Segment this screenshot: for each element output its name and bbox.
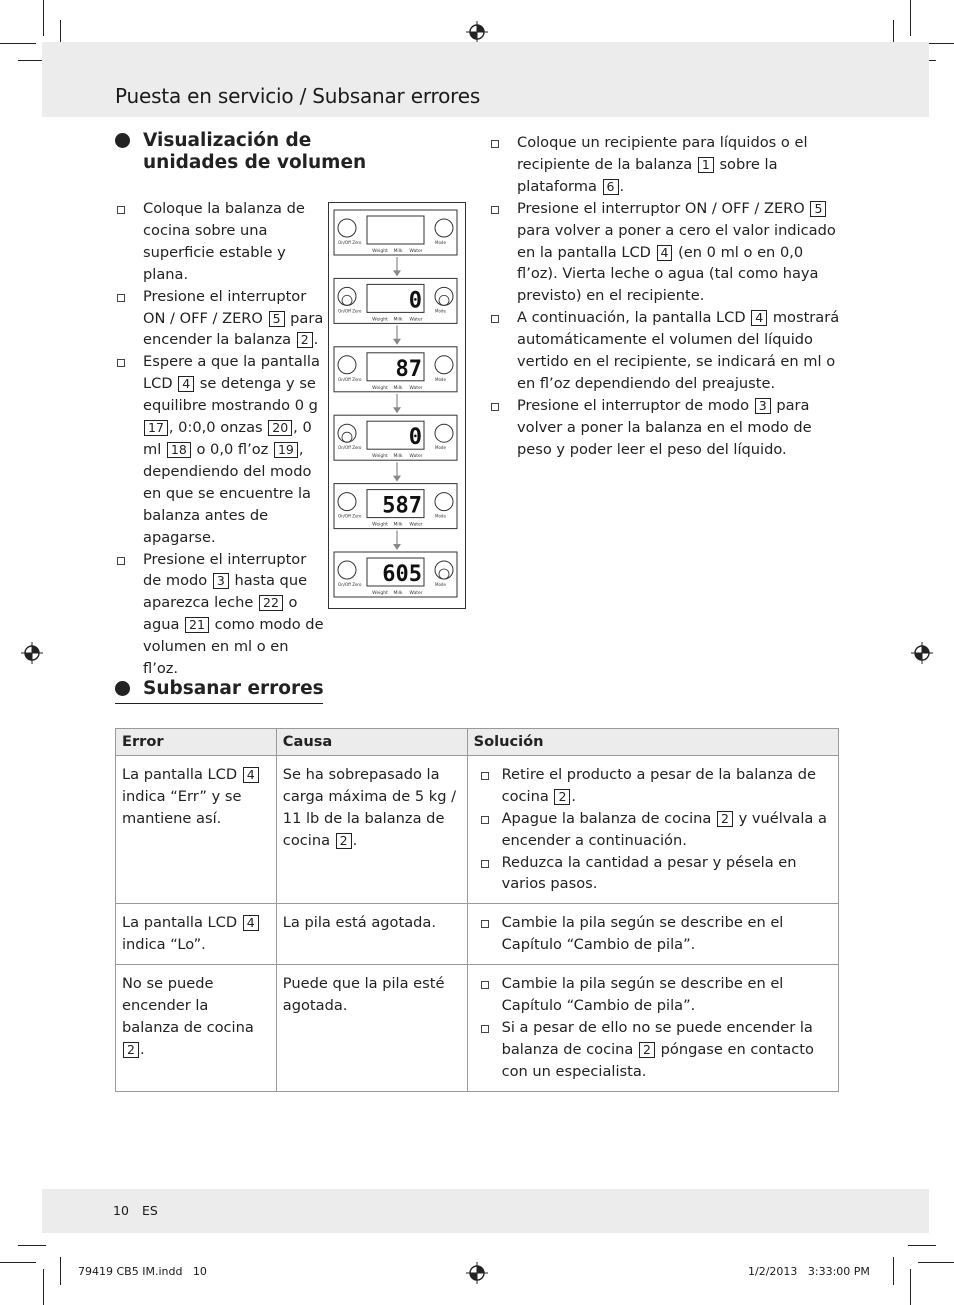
- cell-text: Se ha sobrepasado la carga máxima de 5 kg / 11 lb de la balanza de cocina: [282, 765, 457, 849]
- ref-number: 2: [554, 789, 570, 805]
- step-text: Presione el interruptor ON / OFF / ZERO: [517, 199, 805, 217]
- arrow-head-icon: [393, 339, 401, 345]
- bullet-dot-icon: [115, 133, 130, 148]
- registration-mark-icon: [21, 642, 43, 664]
- mode-label: Water: [409, 522, 423, 528]
- column-header-cause: Causa: [276, 729, 467, 756]
- list-item: [115, 549, 327, 680]
- crop-mark: [893, 1257, 894, 1285]
- crop-mark: [60, 1257, 61, 1285]
- section-title: [143, 130, 366, 174]
- list-item: [489, 198, 841, 308]
- button-label: Mode: [435, 308, 446, 314]
- list-item: [474, 1017, 832, 1083]
- step-text: Coloque un recipiente para líquidos o el recipiente de la balanza: [517, 134, 808, 173]
- list-item: [474, 808, 832, 852]
- error-cell: [116, 965, 277, 1092]
- ref-number: 18: [167, 442, 191, 458]
- step-text: , dependiendo del modo en que se encuentre la balanza antes de apagarse.: [143, 440, 312, 546]
- step-text: , 0:0,0 onzas: [168, 419, 263, 437]
- ref-number: 2: [639, 1042, 655, 1058]
- cell-text: .: [571, 787, 577, 805]
- solution-cell: [467, 904, 838, 965]
- list-item: [489, 307, 841, 395]
- ref-number: 6: [603, 179, 619, 195]
- crop-mark: [0, 1262, 36, 1263]
- list-item: [115, 286, 327, 352]
- ref-number: 4: [243, 767, 259, 783]
- step-text: se detenga y se equilibre mostrando 0 g: [143, 375, 318, 415]
- step-text: Presione el interruptor ON / OFF / ZERO: [143, 287, 307, 327]
- cell-text: Apague la balanza de cocina: [501, 809, 712, 827]
- arrow-head-icon: [393, 270, 401, 276]
- column-header-error: Error: [116, 729, 277, 756]
- list-item: [474, 973, 832, 1017]
- step-text: Presione el interruptor de modo: [143, 550, 307, 590]
- ref-number: 4: [657, 245, 673, 261]
- ref-number: 21: [185, 617, 209, 633]
- mode-label: Water: [409, 591, 423, 596]
- table-row: [116, 755, 839, 903]
- lcd-readout: 87: [395, 356, 422, 382]
- registration-mark-icon: [911, 642, 933, 664]
- mode-label: Weight: [372, 522, 388, 528]
- crop-mark: [0, 43, 36, 44]
- step-text: sobre la plataforma: [517, 155, 778, 195]
- ref-number: 22: [259, 595, 283, 611]
- button-label: On/Off Zero: [338, 582, 362, 587]
- list-item: [489, 132, 841, 198]
- error-cell: [116, 755, 277, 903]
- list-item: [474, 852, 832, 896]
- ref-number: 5: [810, 201, 826, 217]
- lcd-screen: [367, 216, 424, 244]
- ref-number: 3: [213, 573, 229, 589]
- list-item: [489, 395, 841, 461]
- cell-text: Reduzca la cantidad a pesar y pésela en varios pasos.: [501, 853, 797, 893]
- mode-label: Water: [409, 317, 423, 323]
- ref-number: 2: [123, 1042, 139, 1058]
- ref-number: 4: [178, 376, 194, 392]
- section-heading-errors: [115, 678, 323, 704]
- solution-cell: [467, 755, 838, 903]
- ref-number: 4: [751, 310, 767, 326]
- footer-band: [42, 1189, 929, 1233]
- cell-text: La pantalla LCD: [122, 914, 238, 932]
- crop-mark: [908, 1245, 936, 1246]
- registration-mark-icon: [466, 21, 488, 43]
- crop-mark: [43, 0, 44, 36]
- registration-mark-icon: [466, 1262, 488, 1284]
- mode-label: Water: [409, 249, 423, 254]
- step-text: para volver a poner a cero el valor indicado en la pantalla LCD: [517, 221, 836, 261]
- step-text: , 0 ml: [143, 419, 312, 458]
- cell-text: Puede que la pila esté agotada.: [282, 975, 445, 1015]
- step-text: mostrará automáticamente el volumen del líquido vertido en el recipiente, se indicará en ml o en fl’oz dependiendo del preajuste.: [517, 309, 840, 392]
- mode-label: Milk: [393, 317, 403, 323]
- button-label: On/Off Zero: [338, 513, 362, 519]
- lcd-readout: 0: [408, 288, 422, 314]
- section-title-line-1: Visualización de: [143, 130, 312, 151]
- arrow-head-icon: [393, 407, 401, 413]
- cell-text: Cambie la pila según se describe en el Capítulo “Cambio de pila”.: [501, 914, 784, 954]
- arrow-head-icon: [393, 544, 401, 550]
- crop-mark: [910, 0, 911, 36]
- mode-label: Milk: [393, 454, 403, 460]
- mode-label: Milk: [393, 385, 403, 391]
- volume-steps-right: [489, 132, 841, 461]
- button-label: On/Off Zero: [338, 308, 362, 314]
- cell-text: Si a pesar de ello no se puede encender la balanza de cocina: [501, 1018, 813, 1058]
- step-text: A continuación, la pantalla LCD: [517, 309, 746, 327]
- mode-label: Weight: [372, 249, 388, 254]
- step-text: Presione el interruptor de modo: [517, 396, 750, 414]
- lcd-readout: 0: [408, 425, 422, 451]
- step-text: .: [619, 177, 625, 195]
- cell-text: La pantalla LCD: [122, 765, 238, 783]
- crop-mark: [18, 1245, 46, 1246]
- ref-number: 2: [717, 811, 733, 827]
- button-label: On/Off Zero: [338, 240, 362, 245]
- ref-number: 17: [144, 420, 168, 436]
- cell-text: .: [139, 1040, 145, 1058]
- error-cell: [116, 904, 277, 965]
- list-item: [115, 351, 327, 548]
- list-item: [474, 764, 832, 808]
- table-row: [116, 965, 839, 1092]
- mode-label: Weight: [372, 385, 388, 391]
- step-text: Coloque la balanza de cocina sobre una superficie estable y plana.: [143, 200, 305, 283]
- list-item: [115, 198, 327, 286]
- section-title: Subsanar errores: [143, 678, 324, 699]
- step-text: como modo de volumen en ml o en fl’oz.: [143, 616, 324, 678]
- cell-text: .: [352, 831, 358, 849]
- page-title: Puesta en servicio / Subsanar errores: [115, 84, 481, 108]
- scale-panels-svg: [329, 203, 465, 608]
- crop-mark: [918, 1262, 954, 1263]
- button-label: Mode: [435, 582, 446, 587]
- mode-label: Milk: [393, 522, 403, 528]
- cell-text: Retire el producto a pesar de la balanza de cocina: [501, 765, 816, 805]
- step-text: o agua: [143, 594, 298, 634]
- ref-number: 20: [268, 420, 292, 436]
- ref-number: 4: [243, 915, 259, 931]
- button-label: Mode: [435, 240, 446, 245]
- cell-text: indica “Lo”.: [122, 936, 206, 954]
- button-label: Mode: [435, 376, 446, 382]
- section-title-line-2: unidades de volumen: [143, 152, 367, 173]
- crop-mark: [910, 1269, 911, 1305]
- column-header-solution: Solución: [467, 729, 838, 756]
- ref-number: 3: [755, 398, 771, 414]
- step-text: o 0,0 fl’oz: [196, 440, 269, 458]
- cause-cell: [276, 755, 467, 903]
- crop-mark: [43, 1269, 44, 1305]
- mode-label: Weight: [372, 591, 388, 596]
- lcd-readout: 605: [382, 562, 422, 587]
- mode-label: Milk: [393, 591, 403, 596]
- page-number: 10: [113, 1203, 129, 1218]
- button-label: On/Off Zero: [338, 445, 362, 451]
- lcd-readout: 587: [382, 493, 422, 519]
- step-text: Espere a que la pantalla LCD: [143, 353, 320, 393]
- cell-text: La pila está agotada.: [282, 914, 436, 932]
- ref-number: 1: [698, 157, 714, 173]
- step-text: (en 0 ml o en 0,0 fl’oz). Vierta leche o agua (tal como haya previsto) en el recipiente.: [517, 243, 819, 305]
- ref-number: 19: [274, 442, 298, 458]
- cause-cell: [276, 904, 467, 965]
- mode-label: Milk: [393, 249, 403, 254]
- solution-cell: [467, 965, 838, 1092]
- cell-text: y vuélvala a encender a continuación.: [501, 809, 827, 849]
- step-text: .: [313, 331, 319, 349]
- troubleshooting-table: [115, 728, 839, 1092]
- print-slug-file: 79419 CB5 IM.indd 10: [78, 1265, 207, 1278]
- mode-label: Water: [409, 454, 423, 460]
- step-text: hasta que aparezca leche: [143, 572, 308, 612]
- ref-number: 2: [336, 833, 352, 849]
- cell-text: póngase en contacto con un especialista.: [501, 1040, 814, 1080]
- table-row: [116, 904, 839, 965]
- step-text: para volver a poner la balanza en el modo de peso y poder leer el peso del líquido.: [517, 396, 812, 458]
- ref-number: 5: [269, 311, 285, 327]
- cell-text: indica “Err” y se mantiene así.: [122, 787, 242, 827]
- language-code: ES: [142, 1203, 158, 1218]
- volume-steps-left: [115, 198, 327, 680]
- cause-cell: [276, 965, 467, 1092]
- button-label: Mode: [435, 513, 446, 519]
- cell-text: Cambie la pila según se describe en el Capítulo “Cambio de pila”.: [501, 975, 784, 1015]
- button-label: Mode: [435, 445, 446, 451]
- button-label: On/Off Zero: [338, 376, 362, 382]
- scale-display-figure: [328, 202, 466, 609]
- mode-label: Water: [409, 385, 423, 391]
- arrow-head-icon: [393, 476, 401, 482]
- table-header-row: [116, 729, 839, 756]
- cell-text: No se puede encender la balanza de cocina: [122, 975, 254, 1036]
- mode-label: Weight: [372, 317, 388, 323]
- step-text: para encender la balanza: [143, 309, 324, 349]
- print-slug-date: 1/2/2013 3:33:00 PM: [748, 1265, 870, 1278]
- mode-label: Weight: [372, 454, 388, 460]
- ref-number: 2: [297, 332, 313, 348]
- list-item: [474, 912, 832, 956]
- bullet-dot-icon: [115, 681, 130, 696]
